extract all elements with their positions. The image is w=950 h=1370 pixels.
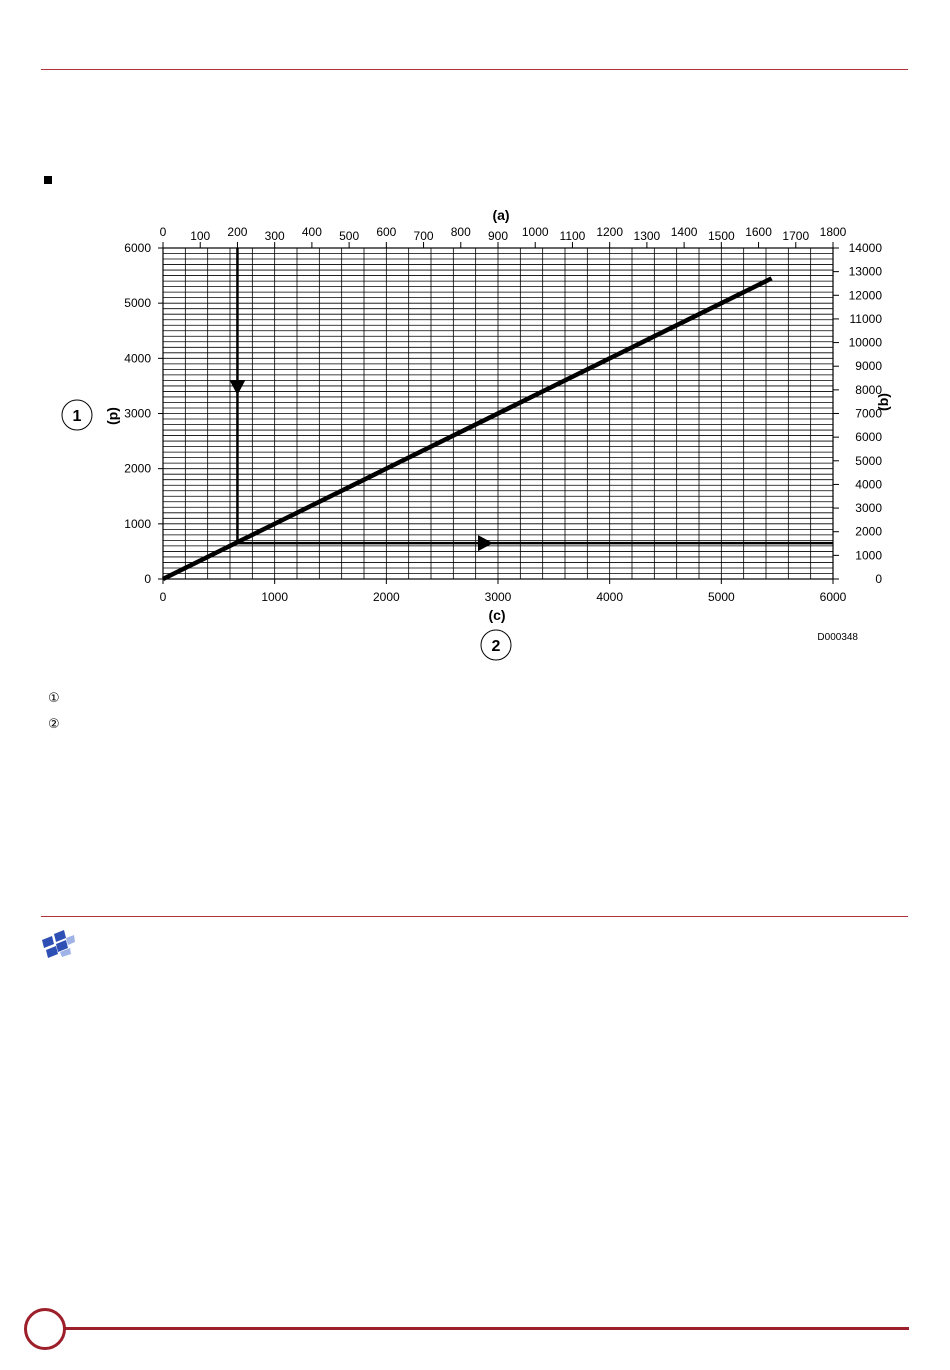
left-axis-tick-label: 1000 [124, 516, 151, 531]
top-axis-tick-label: 400 [301, 225, 322, 239]
top-axis-tick-label: 1300 [633, 229, 661, 243]
top-axis-tick-label: 0 [159, 225, 167, 239]
bottom-axis-tick-label: 5000 [707, 590, 735, 604]
bottom-axis-tick-label: 2000 [372, 590, 400, 604]
right-axis-tick-label: 14000 [848, 241, 882, 255]
right-axis-tick-label: 8000 [855, 382, 882, 397]
top-axis-tick-label: 1800 [819, 225, 847, 239]
nomogram-chart [0, 0, 950, 680]
top-axis-tick-label: 1200 [596, 225, 624, 239]
arrow-right-icon [478, 535, 493, 551]
right-axis-tick-label: 7000 [855, 406, 882, 421]
bottom-axis-tick-label: 4000 [596, 590, 624, 604]
top-axis-tick-label: 900 [487, 229, 509, 243]
left-axis-tick-label: 4000 [124, 351, 151, 366]
right-axis-tick-label: 1000 [855, 548, 882, 563]
book-logo-icon [40, 926, 80, 960]
top-axis-tick-label: 1700 [782, 229, 810, 243]
marker-1-label: 1 [72, 408, 82, 425]
right-axis-tick-label: 0 [875, 572, 882, 586]
right-axis-tick-label: 9000 [855, 359, 882, 374]
legend-marker-1: ① [48, 690, 60, 705]
right-axis-tick-label: 11000 [849, 311, 882, 326]
top-axis-label: (a) [492, 207, 510, 223]
left-axis-tick-label: 2000 [124, 461, 151, 476]
top-axis-tick-label: 1000 [521, 225, 549, 239]
top-axis-tick-label: 600 [376, 225, 397, 239]
top-axis-tick-label: 1600 [745, 225, 772, 239]
series-line [163, 278, 772, 579]
top-axis-tick-label: 1400 [670, 225, 698, 239]
left-axis-tick-label: 0 [144, 572, 151, 586]
marker-2-label: 2 [491, 638, 501, 655]
top-axis-tick-label: 100 [190, 229, 211, 243]
bottom-axis-tick-label: 6000 [819, 590, 847, 604]
top-axis-tick-label: 200 [227, 225, 248, 239]
top-axis-tick-label: 1100 [559, 229, 586, 243]
arrow-down-icon [229, 380, 245, 395]
left-axis-tick-label: 3000 [124, 406, 151, 421]
page-footer-rule [62, 1327, 909, 1330]
right-axis-tick-label: 10000 [848, 335, 882, 350]
right-axis-tick-label: 12000 [848, 288, 882, 303]
bottom-axis-tick-label: 3000 [484, 590, 512, 604]
top-axis-tick-label: 1500 [707, 229, 735, 243]
page-number-circle-icon [24, 1308, 66, 1350]
top-axis-tick-label: 300 [264, 229, 285, 243]
right-axis-tick-label: 3000 [855, 501, 882, 516]
right-axis-label: (b) [875, 393, 891, 411]
right-axis-tick-label: 13000 [848, 264, 882, 279]
bottom-axis-label: (c) [488, 607, 506, 623]
legend-marker-2: ② [48, 716, 60, 731]
right-axis-tick-label: 6000 [855, 430, 882, 445]
left-axis-label: (d) [107, 407, 123, 425]
top-axis-tick-label: 800 [450, 225, 471, 239]
top-axis-tick-label: 500 [339, 229, 360, 243]
right-axis-tick-label: 5000 [855, 453, 882, 468]
right-axis-tick-label: 4000 [855, 477, 882, 492]
top-axis-tick-label: 700 [413, 229, 434, 243]
bottom-axis-tick-label: 0 [159, 590, 167, 604]
left-axis-tick-label: 6000 [124, 241, 151, 255]
right-axis-tick-label: 2000 [855, 524, 882, 539]
left-axis-tick-label: 5000 [124, 296, 151, 311]
drawing-code: D000348 [817, 632, 858, 643]
bottom-axis-tick-label: 1000 [261, 590, 289, 604]
footer-rule [41, 916, 908, 917]
